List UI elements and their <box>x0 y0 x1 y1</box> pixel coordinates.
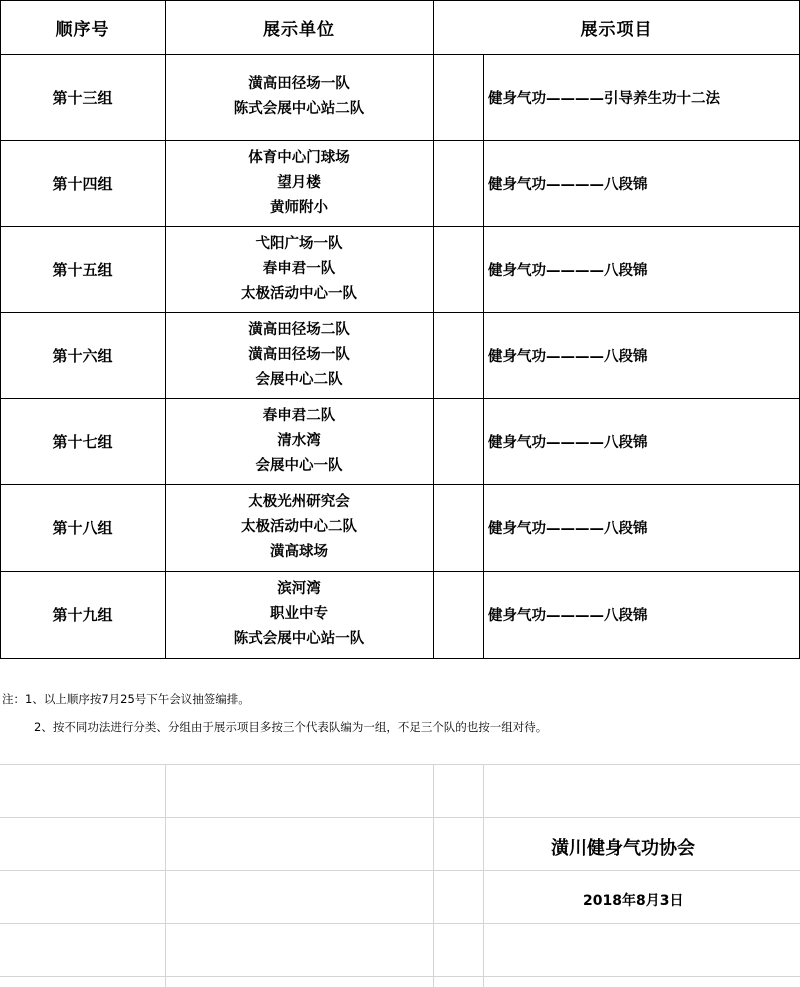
grid-line <box>0 923 800 924</box>
table-border <box>0 484 800 485</box>
header-order: 顺序号 <box>55 19 110 40</box>
unit-name: 太极活动中心一队 <box>241 285 357 302</box>
units-cell <box>165 140 433 226</box>
table-border <box>0 226 800 227</box>
table-row <box>0 484 800 571</box>
table-border <box>433 0 434 658</box>
grid-line <box>165 764 166 987</box>
units-cell <box>165 312 433 398</box>
note-line-1: 注：1、以上顺序按7月25号下午会议抽签编排。 <box>2 692 250 706</box>
table-border <box>0 312 800 313</box>
project-name: 健身气功————八段锦 <box>488 434 648 451</box>
units-cell <box>165 484 433 571</box>
unit-name: 潢高田径场二队 <box>248 321 350 338</box>
grid-line <box>0 764 800 765</box>
project-name: 健身气功————八段锦 <box>488 521 648 537</box>
group-number: 第十六组 <box>52 346 113 365</box>
note-line-2: 2、按不同功法进行分类、分组由于展示项目多按三个代表队编为一组，不足三个队的也按一组对待。 <box>34 720 548 734</box>
group-number: 第十八组 <box>52 519 113 537</box>
table-row <box>0 398 800 484</box>
unit-name: 会展中心二队 <box>255 371 343 388</box>
unit-name: 弋阳广场一队 <box>255 235 343 252</box>
group-number: 第十三组 <box>52 88 113 107</box>
table-border <box>0 0 800 1</box>
unit-name: 陈式会展中心站一队 <box>233 631 365 647</box>
grid-line <box>433 764 434 987</box>
unit-name: 潢高田径场一队 <box>248 346 350 363</box>
unit-name: 体育中心门球场 <box>248 149 350 166</box>
units-cell <box>165 226 433 312</box>
table-row <box>0 140 800 226</box>
unit-name: 职业中专 <box>270 606 328 622</box>
project-name: 健身气功————八段锦 <box>488 348 648 365</box>
unit-name: 春申君二队 <box>262 407 336 424</box>
table-border <box>165 0 166 658</box>
project-name: 健身气功————八段锦 <box>488 176 648 193</box>
header-project: 展示项目 <box>580 19 653 40</box>
unit-name: 潢高田径场一队 <box>248 76 350 92</box>
unit-name: 潢高球场 <box>270 544 328 560</box>
table-border <box>0 140 800 141</box>
project-name: 健身气功————引导养生功十二法 <box>488 90 720 107</box>
unit-name: 滨河湾 <box>277 581 321 597</box>
unit-name: 望月楼 <box>277 174 321 191</box>
organization-name: 潢川健身气功协会 <box>551 838 695 859</box>
unit-name: 春申君一队 <box>262 260 336 277</box>
table-border <box>483 54 484 658</box>
unit-name: 太极活动中心二队 <box>241 519 357 535</box>
grid-line <box>483 764 484 987</box>
unit-name: 清水湾 <box>277 432 321 449</box>
table-row <box>0 54 800 140</box>
signature-date: 2018年8月3日 <box>583 893 684 909</box>
unit-name: 黄师附小 <box>270 199 328 216</box>
unit-name: 陈式会展中心站二队 <box>233 101 365 117</box>
header-units: 展示单位 <box>263 19 335 40</box>
grid-line <box>0 976 800 977</box>
group-number: 第十九组 <box>52 606 113 624</box>
group-number: 第十四组 <box>52 174 113 193</box>
table-border <box>0 0 1 658</box>
group-number: 第十七组 <box>52 432 113 451</box>
units-cell <box>165 398 433 484</box>
table-border <box>0 571 800 572</box>
table-border <box>0 658 800 659</box>
table-row <box>0 226 800 312</box>
unit-name: 太极光州研究会 <box>248 494 350 510</box>
project-name: 健身气功————八段锦 <box>488 262 648 279</box>
group-number: 第十五组 <box>52 260 113 279</box>
table-border <box>0 398 800 399</box>
units-cell <box>165 54 433 140</box>
table-row <box>0 571 800 658</box>
project-name: 健身气功————八段锦 <box>488 608 648 624</box>
units-cell <box>165 571 433 658</box>
table-row <box>0 312 800 398</box>
grid-line <box>0 817 800 818</box>
table-border <box>0 54 800 55</box>
grid-line <box>0 870 800 871</box>
unit-name: 会展中心一队 <box>255 457 343 474</box>
